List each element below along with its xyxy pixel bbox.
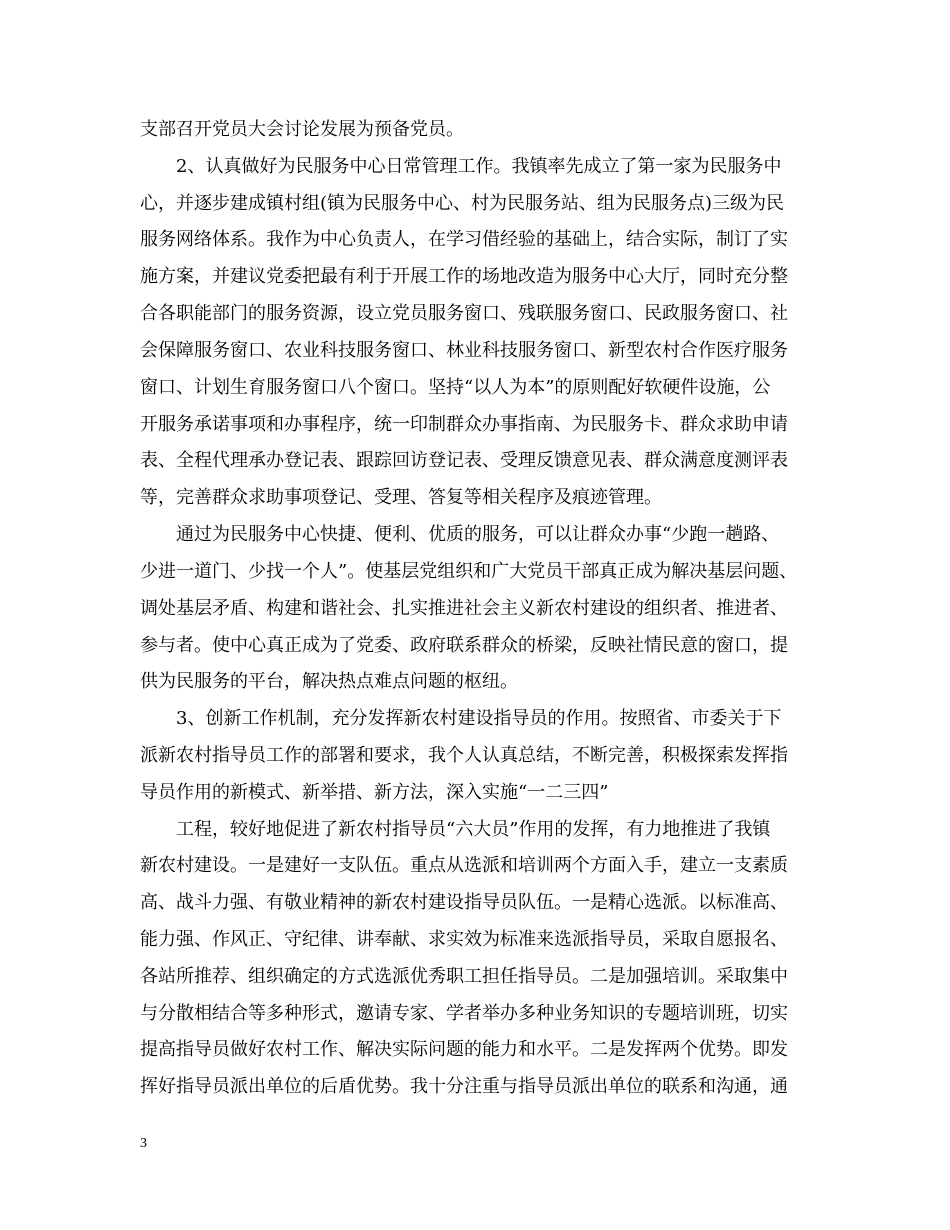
paragraph-first-line: 2、认真做好为民服务中心日常管理工作。我镇率先成立了第一家为民服务中 — [176, 156, 782, 177]
text-line: 窗口、计划生育服务窗口八个窗口。坚持“以人为本”的原则配好软硬件设施，公 — [140, 377, 771, 398]
text-line: 各站所推荐、组织确定的方式选派优秀职工担任指导员。二是加强培训。采取集中 — [140, 966, 788, 987]
text-line: 提高指导员做好农村工作、解决实际问题的能力和水平。二是发挥两个优势。即发 — [140, 1039, 788, 1060]
text-line: 服务网络体系。我作为中心负责人，在学习借经验的基础上，结合实际，制订了实 — [140, 229, 788, 250]
text-line: 合各职能部门的服务资源，设立党员服务窗口、残联服务窗口、民政服务窗口、社 — [140, 303, 788, 324]
text-line: 表、全程代理承办登记表、跟踪回访登记表、受理反馈意见表、群众满意度测评表 — [140, 450, 788, 471]
text-line: 等，完善群众求助事项登记、受理、答复等相关程序及痕迹管理。 — [140, 487, 662, 508]
text-line: 调处基层矛盾、构建和谐社会、扎实推进社会主义新农村建设的组织者、推进者、 — [140, 598, 788, 619]
text-line: 派新农村指导员工作的部署和要求，我个人认真总结，不断完善，积极探索发挥指 — [140, 745, 788, 766]
text-line: 参与者。使中心真正成为了党委、政府联系群众的桥梁，反映社情民意的窗口，提 — [140, 635, 788, 656]
text-line: 支部召开党员大会讨论发展为预备党员。 — [140, 119, 464, 140]
page-number: 3 — [140, 1136, 147, 1151]
text-line: 能力强、作风正、守纪律、讲奉献、求实效为标准来选派指导员，采取自愿报名、 — [140, 929, 788, 950]
text-line: 开服务承诺事项和办事程序，统一印制群众办事指南、为民服务卡、群众求助申请 — [140, 414, 788, 435]
text-line: 新农村建设。一是建好一支队伍。重点从选派和培训两个方面入手，建立一支素质 — [140, 855, 788, 876]
paragraph-first-line: 3、创新工作机制，充分发挥新农村建设指导员的作用。按照省、市委关于下 — [176, 708, 782, 729]
text-line: 会保障服务窗口、农业科技服务窗口、林业科技服务窗口、新型农村合作医疗服务 — [140, 340, 788, 361]
text-line: 导员作用的新模式、新举措、新方法，深入实施“一二三四” — [140, 782, 609, 803]
text-line: 高、战斗力强、有敬业精神的新农村建设指导员队伍。一是精心选派。以标准高、 — [140, 892, 788, 913]
text-line: 供为民服务的平台，解决热点难点问题的枢纽。 — [140, 671, 518, 692]
text-line: 施方案，并建议党委把最有利于开展工作的场地改造为服务中心大厅，同时充分整 — [140, 266, 788, 287]
text-line: 与分散相结合等多种形式，邀请专家、学者举办多种业务知识的专题培训班，切实 — [140, 1003, 788, 1024]
paragraph-first-line: 通过为民服务中心快捷、便利、优质的服务，可以让群众办事“少跑一趟路、 — [176, 524, 780, 545]
paragraph-first-line: 工程，较好地促进了新农村指导员“六大员”作用的发挥，有力地推进了我镇 — [176, 819, 771, 840]
text-line: 少进一道门、少找一个人”。使基层党组织和广大党员干部真正成为解决基层问题、 — [140, 561, 798, 582]
text-line: 挥好指导员派出单位的后盾优势。我十分注重与指导员派出单位的联系和沟通，通 — [140, 1076, 788, 1097]
text-line: 心，并逐步建成镇村组(镇为民服务中心、村为民服务站、组为民服务点)三级为民 — [140, 193, 785, 214]
